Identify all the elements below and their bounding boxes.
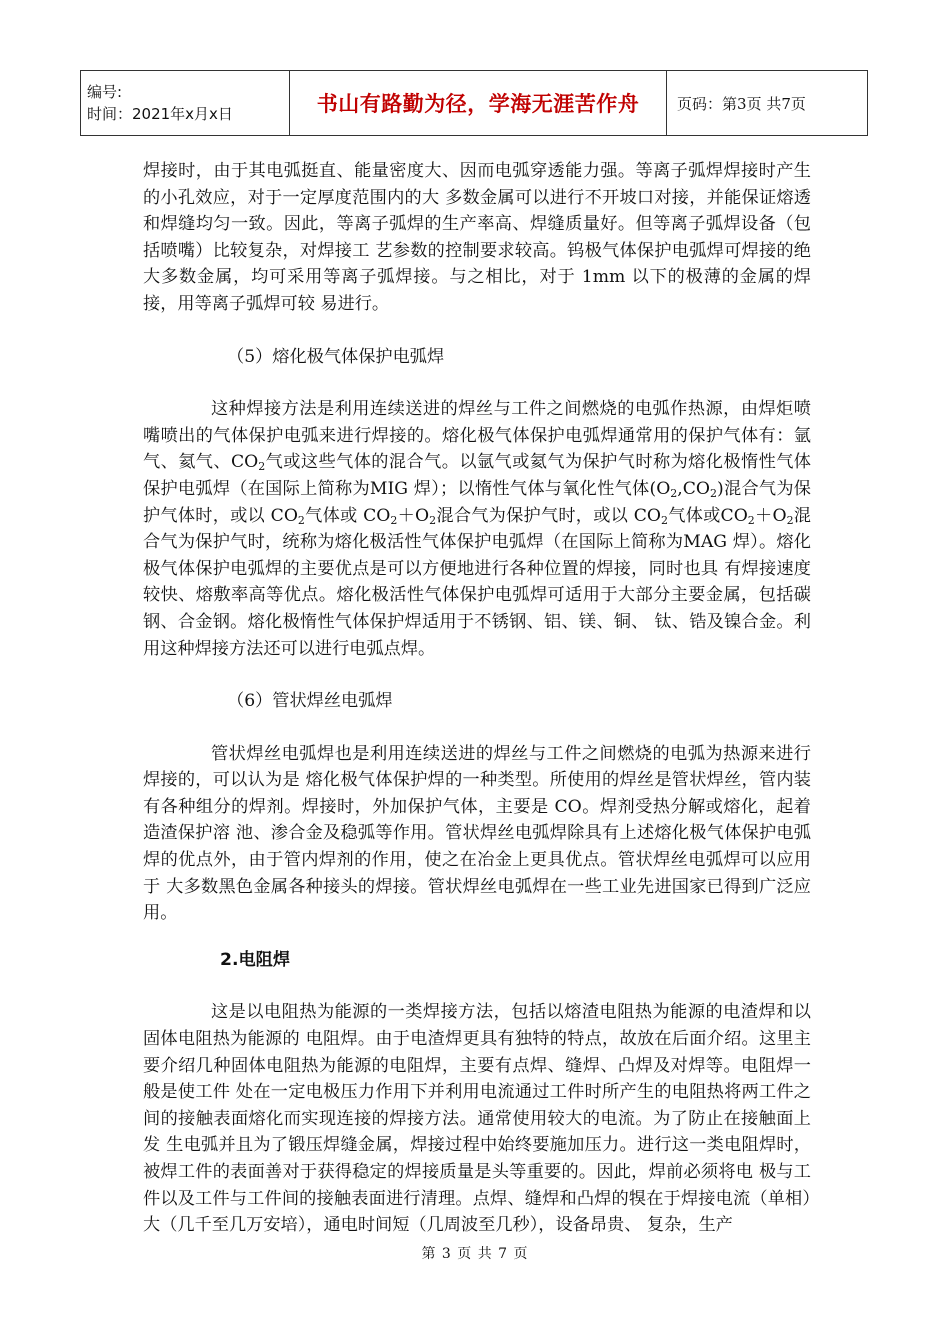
paragraph-resistance-welding: 这是以电阻热为能源的一类焊接方法，包括以熔渣电阻热为能源的电渣焊和以固体电阻热为能源的 电阻焊。由于电渣焊更具有独特的特点，故放在后面介绍。这里主要介绍几种固体电阻热为能源的电阻焊，主要有点焊、缝焊、凸焊及对焊等。电阻焊一般是使工件 处在一定电极压力作用下并利用电流通过工件时所产生的电阻热将两工件之间的接触表面熔化而实现连接的焊接方法。通常使用较大的电流。为了防止在接触面上发 生电弧并且为了锻压焊缝金属，焊接过程中始终要施加压力。进行这一类电阻焊时，被焊工件的表面善对于获得稳定的焊接质量是头等重要的。因此，焊前必须将电 极与工件以及工件与工件间的接触表面进行清理。点焊、缝焊和凸焊的犑在于焊接电流（单相）大（几千至几万安培），通电时间短（几周波至几秒），设备昂贵、 复杂，生产 — [143, 1002, 811, 1236]
page-total: 7 — [781, 94, 791, 113]
paragraph-gmaw: 这种焊接方法是利用连续送进的焊丝与工件之间燃烧的电弧作热源，由焊炬喷嘴喷出的气体保护电弧来进行焊接的。熔化极气体保护电弧焊通常用的保护气体有：氩气、氦气、$CO_2$气或这些气体的混合气。以氩气或氦气为保护气时称为熔化极惰性气体保护电弧焊（在国际上简称为MIG 焊）；以惰性气体与氧化性气体$(O_2,CO_2)$混合气为保护气体时，或以 $CO_2$气体或 $CO_2+O_2$混合气为保护气时，或以 $CO_2$气体或$CO_2+O_2$混 合气为保护气时，统称为熔化极活性气体保护电弧焊（在国际上简称为MAG 焊）。熔化极气体保护电弧焊的主要优点是可以方便地进行各种位置的焊接，同时也具 有焊接速度较快、熔敷率高等优点。熔化极活性气体保护电弧焊可适用于大部分主要金属，包括碳钢、合金钢。熔化极惰性气体保护焊适用于不锈钢、铝、镁、铜、 钛、锆及镍合金。利用这种焊接方法还可以进行电弧点焊。 — [143, 399, 811, 659]
paragraph-fcaw: 管状焊丝电弧焊也是利用连续送进的焊丝与工件之间燃烧的电弧为热源来进行焊接的，可以认为是 熔化极气体保护焊的一种类型。所使用的焊丝是管状焊丝，管内装有各种组分的焊剂。焊接时，外加保护气体，主要是 CO。焊剂受热分解或熔化，起着造渣保护溶 池、渗合金及稳弧等作用。管状焊丝电弧焊除具有上述熔化极气体保护电弧焊的优点外，由于管内焊剂的作用，使之在冶金上更具优点。管状焊丝电弧焊可以应用于 大多数黑色金属各种接头的焊接。管状焊丝电弧焊在一些工业先进国家已得到广泛应用。 — [143, 743, 811, 924]
page-label-suffix: 页 — [790, 94, 806, 113]
header-motto: 书山有路勤为径，学海无涯苦作舟 — [290, 71, 667, 136]
page-label-mid: 页 共 — [746, 94, 782, 113]
document-date: 时间：2021年x月x日 — [87, 105, 233, 123]
page-label-prefix: 页码：第 — [677, 94, 738, 113]
paragraph-plasma-arc: 焊接时，由于其电弧挺直、能量密度大、因而电弧穿透能力强。等离子弧焊焊接时产生的小孔效应，对于一定厚度范围内的大 多数金属可以进行不开坡口对接，并能保证熔透和焊缝均匀一致。因此，等离子弧焊的生产率高、焊缝质量好。但等离子弧焊设备（包括喷嘴）比较复杂，对焊接工 艺参数的控制要求较高。钨极气体保护电弧焊可焊接的绝大多数金属，均可采用等离子弧焊接。与之相比，对于 1mm 以下的极薄的金属的焊接，用等离子弧焊可较 易进行。 — [143, 161, 811, 314]
document-number-label: 编号: — [87, 83, 123, 101]
heading-fcaw: （6）管状焊丝电弧焊 — [227, 691, 393, 712]
page-current: 3 — [737, 94, 747, 113]
page-footer: 第 3 页 共 7 页 — [421, 1246, 529, 1262]
heading-gmaw: （5）熔化极气体保护电弧焊 — [227, 346, 445, 367]
page-header — [80, 70, 868, 136]
header-page-number — [667, 71, 868, 136]
header-meta — [81, 71, 290, 136]
document-body — [143, 158, 811, 1239]
heading-resistance-welding: 2.电阻焊 — [220, 949, 291, 970]
